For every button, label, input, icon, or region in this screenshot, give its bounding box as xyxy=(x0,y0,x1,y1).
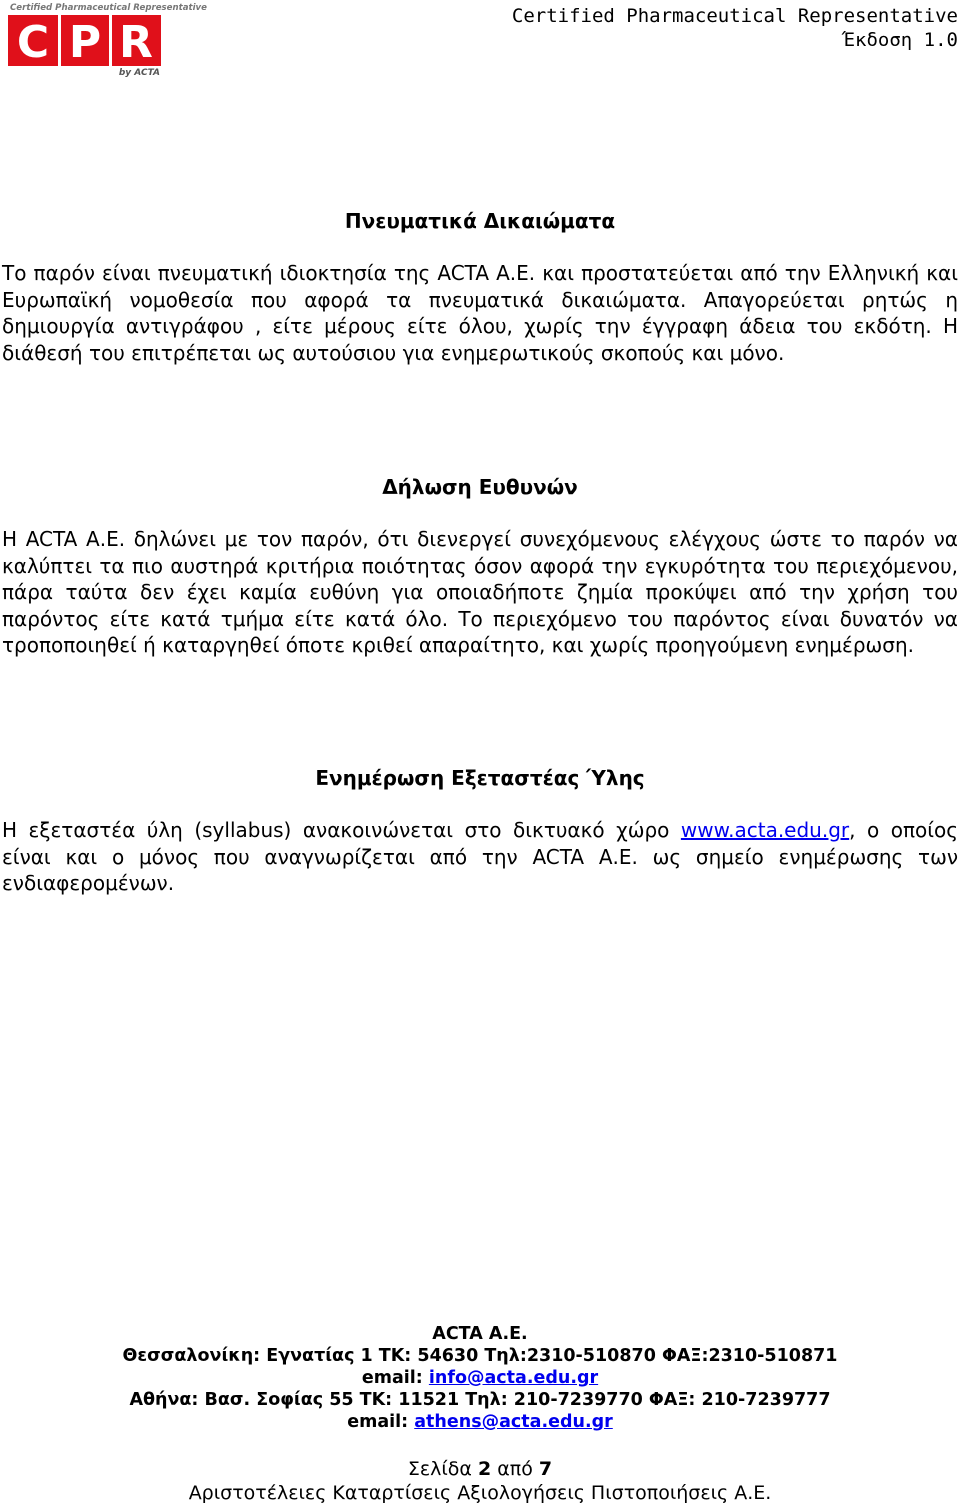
disclaimer-heading: Δήλωση Ευθυνών xyxy=(382,475,578,499)
syllabus-heading: Ενημέρωση Εξεταστέας Ύλης xyxy=(315,766,645,790)
page-total: 7 xyxy=(538,1458,553,1480)
header-info xyxy=(512,4,958,52)
page-current: 2 xyxy=(478,1458,492,1480)
logo-byline: by ACTA xyxy=(118,68,160,78)
cpr-logo-image xyxy=(8,0,207,78)
footer-email-line-2 xyxy=(0,1411,960,1433)
logo-letter-p: P xyxy=(68,17,102,68)
footer-email-label-1: email: xyxy=(361,1368,429,1388)
syllabus-text-after: , ο οποίος είναι και ο μόνος που αναγνωρίζεται από την ACTA Α.Ε. ως σημείο ενημέρωσης των ενδιαφερομένων. xyxy=(2,818,958,895)
footer-athens-address: Αθήνα: Βασ. Σοφίας 55 ΤΚ: 11521 Τηλ: 210-7239770 ΦΑΞ: 210-7239777 xyxy=(129,1390,831,1410)
page-number xyxy=(0,1457,960,1481)
footer-email-link-athens[interactable]: athens@acta.edu.gr xyxy=(414,1412,613,1432)
copyright-heading: Πνευματικά Δικαιώματα xyxy=(344,209,616,233)
logo-letter-c: C xyxy=(16,17,50,68)
website-link[interactable]: www.acta.edu.gr xyxy=(680,818,850,842)
logo-letter-r: R xyxy=(119,17,153,68)
logo-tagline: Certified Pharmaceutical Representative xyxy=(10,3,207,13)
footer-thessaloniki-address: Θεσσαλονίκη: Εγνατίας 1 ΤΚ: 54630 Τηλ:2310-510870 ΦΑΞ:2310-510871 xyxy=(122,1346,838,1366)
footer-company: ACTA Α.Ε. xyxy=(432,1324,528,1344)
copyright-paragraph: Το παρόν είναι πνευματική ιδιοκτησία της ACTA Α.Ε. και προστατεύεται από την Ελληνική και Ευρωπαϊκή νομοθεσία που αφορά τα πνευματικά δικαιώματα. Απαγορεύεται ρητώς η δημιουργία αντιγράφου , είτε μέρους είτε όλου, χωρίς την έγγραφη άδεια του εκδότη. Η διάθεσή του επιτρέπεται ως αυτούσιου για ενημερωτικούς σκοπούς και μόνο. xyxy=(2,261,958,365)
page-separator: από xyxy=(491,1458,539,1480)
document-title: Certified Pharmaceutical Representative xyxy=(511,5,958,27)
disclaimer-paragraph: Η ACTA Α.Ε. δηλώνει με τον παρόν, ότι διενεργεί συνεχόμενους ελέγχους ώστε το παρόν να καλύπτει τα πιο αυστηρά κριτήρια ποιότητας όσον αφορά την εγκυρότητα του περιεχόμενου, πάρα ταύτα δεν έχει καμία ευθύνη για οποιαδήποτε ζημία προκύψει από την χρήση του παρόντος είτε κατά τμήμα είτε κατά όλο. Το περιεχόμενο του παρόντος είναι δυνατόν να τροποποιηθεί ή καταργηθεί όποτε κριθεί απαραίτητο, και χωρίς προηγούμενη ενημέρωση. xyxy=(2,527,958,657)
footer-email-link-info[interactable]: info@acta.edu.gr xyxy=(428,1368,599,1388)
footer-email-line-1 xyxy=(0,1367,960,1389)
syllabus-paragraph xyxy=(2,817,958,897)
syllabus-text-before: Η εξεταστέα ύλη (syllabus) ανακοινώνεται στο δικτυακό χώρο xyxy=(2,818,681,842)
footer-email-label-2: email: xyxy=(347,1412,415,1432)
footer-contacts xyxy=(0,1323,960,1433)
cpr-logo xyxy=(8,0,207,78)
page-label: Σελίδα xyxy=(407,1458,478,1480)
document-edition: Έκδοση 1.0 xyxy=(843,29,958,51)
footer-company-full: Αριστοτέλειες Καταρτίσεις Αξιολογήσεις Πιστοποιήσεις Α.Ε. xyxy=(188,1482,772,1504)
